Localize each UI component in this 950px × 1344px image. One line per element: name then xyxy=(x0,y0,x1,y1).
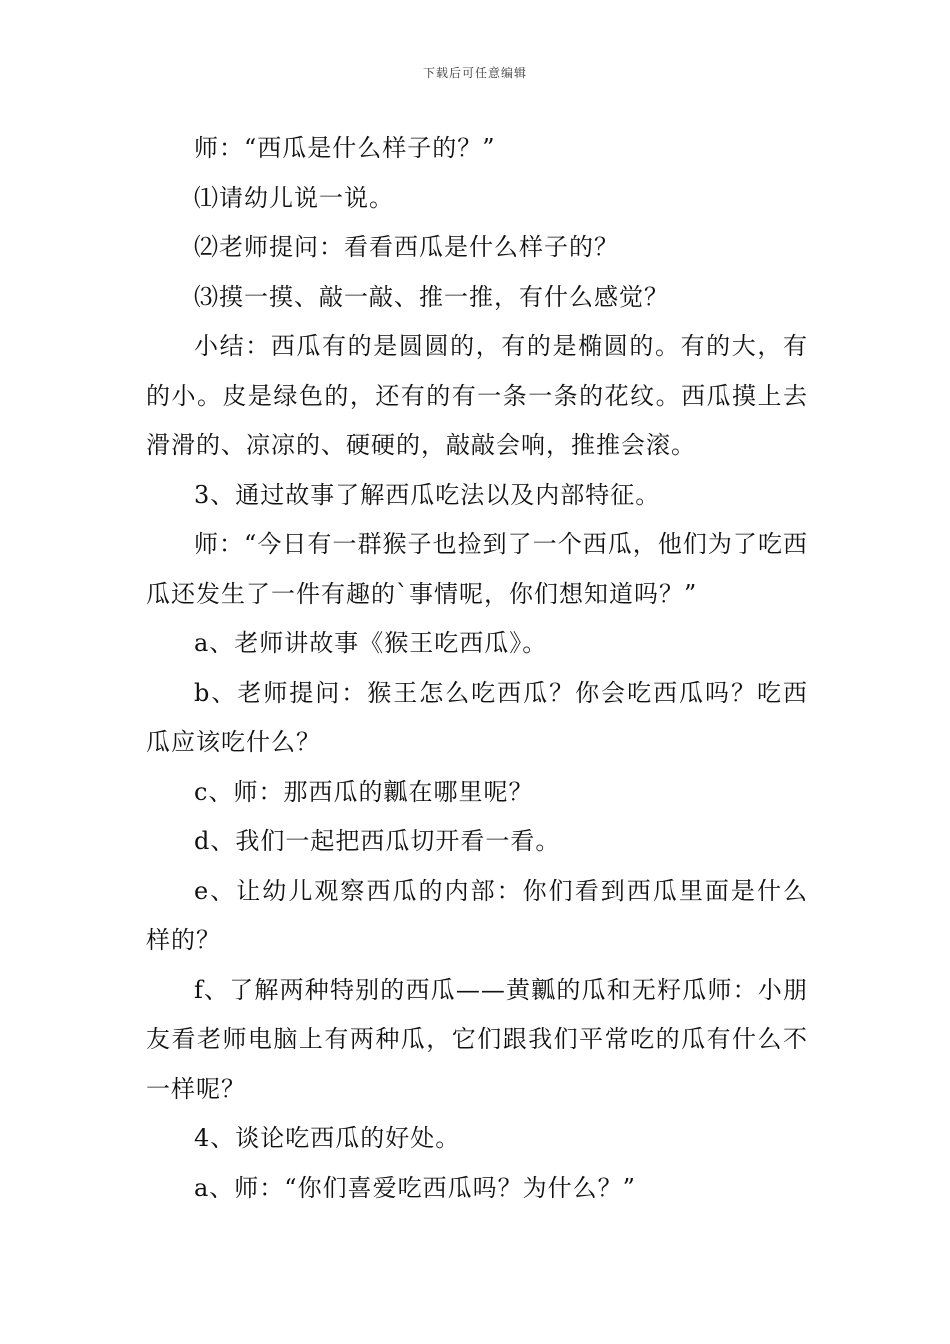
paragraph-teacher-story-intro: 师：“今日有一群猴子也捡到了一个西瓜，他们为了吃西瓜还发生了一件有趣的`事情呢，你们想知道吗？” xyxy=(146,530,808,608)
page-header: 下载后可任意编辑 xyxy=(422,66,527,80)
paragraph-section-4: 4、谈论吃西瓜的好处。 xyxy=(194,1124,461,1152)
paragraph-step-2: ⑵老师提问：看看西瓜是什么样子的？ xyxy=(194,233,619,261)
document-body xyxy=(146,124,808,1213)
paragraph-section-4-item-a: a、师：“你们喜爱吃西瓜吗？为什么？” xyxy=(194,1173,636,1202)
paragraph-teacher-question: 师：“西瓜是什么样子的？” xyxy=(194,134,496,162)
paragraph-item-f: f、了解两种特别的西瓜——黄瓤的瓜和无籽瓜师：小朋友看老师电脑上有两种瓜，它们跟我们平常吃的瓜有什么不一样呢？ xyxy=(146,975,808,1103)
paragraph-step-3: ⑶摸一摸、敲一敲、推一推，有什么感觉？ xyxy=(194,282,669,311)
paragraph-item-e: e、让幼儿观察西瓜的内部：你们看到西瓜里面是什么样的？ xyxy=(146,876,808,954)
paragraph-step-1: ⑴请幼儿说一说。 xyxy=(194,183,394,212)
paragraph-item-a: a、老师讲故事《猴王吃西瓜》。 xyxy=(194,629,548,657)
paragraph-item-b: b、老师提问：猴王怎么吃西瓜？你会吃西瓜吗？吃西瓜应该吃什么？ xyxy=(146,678,808,756)
paragraph-section-3: 3、通过故事了解西瓜吃法以及内部特征。 xyxy=(194,480,661,509)
paragraph-item-c: c、师：那西瓜的瓤在哪里呢？ xyxy=(194,777,534,806)
paragraph-summary: 小结：西瓜有的是圆圆的，有的是椭圆的。有的大，有的小。皮是绿色的，还有的有一条一条的花纹。西瓜摸上去滑滑的、凉凉的、硬硬的，敲敲会响，推推会滚。 xyxy=(146,332,808,459)
paragraph-item-d: d、我们一起把西瓜切开看一看。 xyxy=(194,827,561,855)
